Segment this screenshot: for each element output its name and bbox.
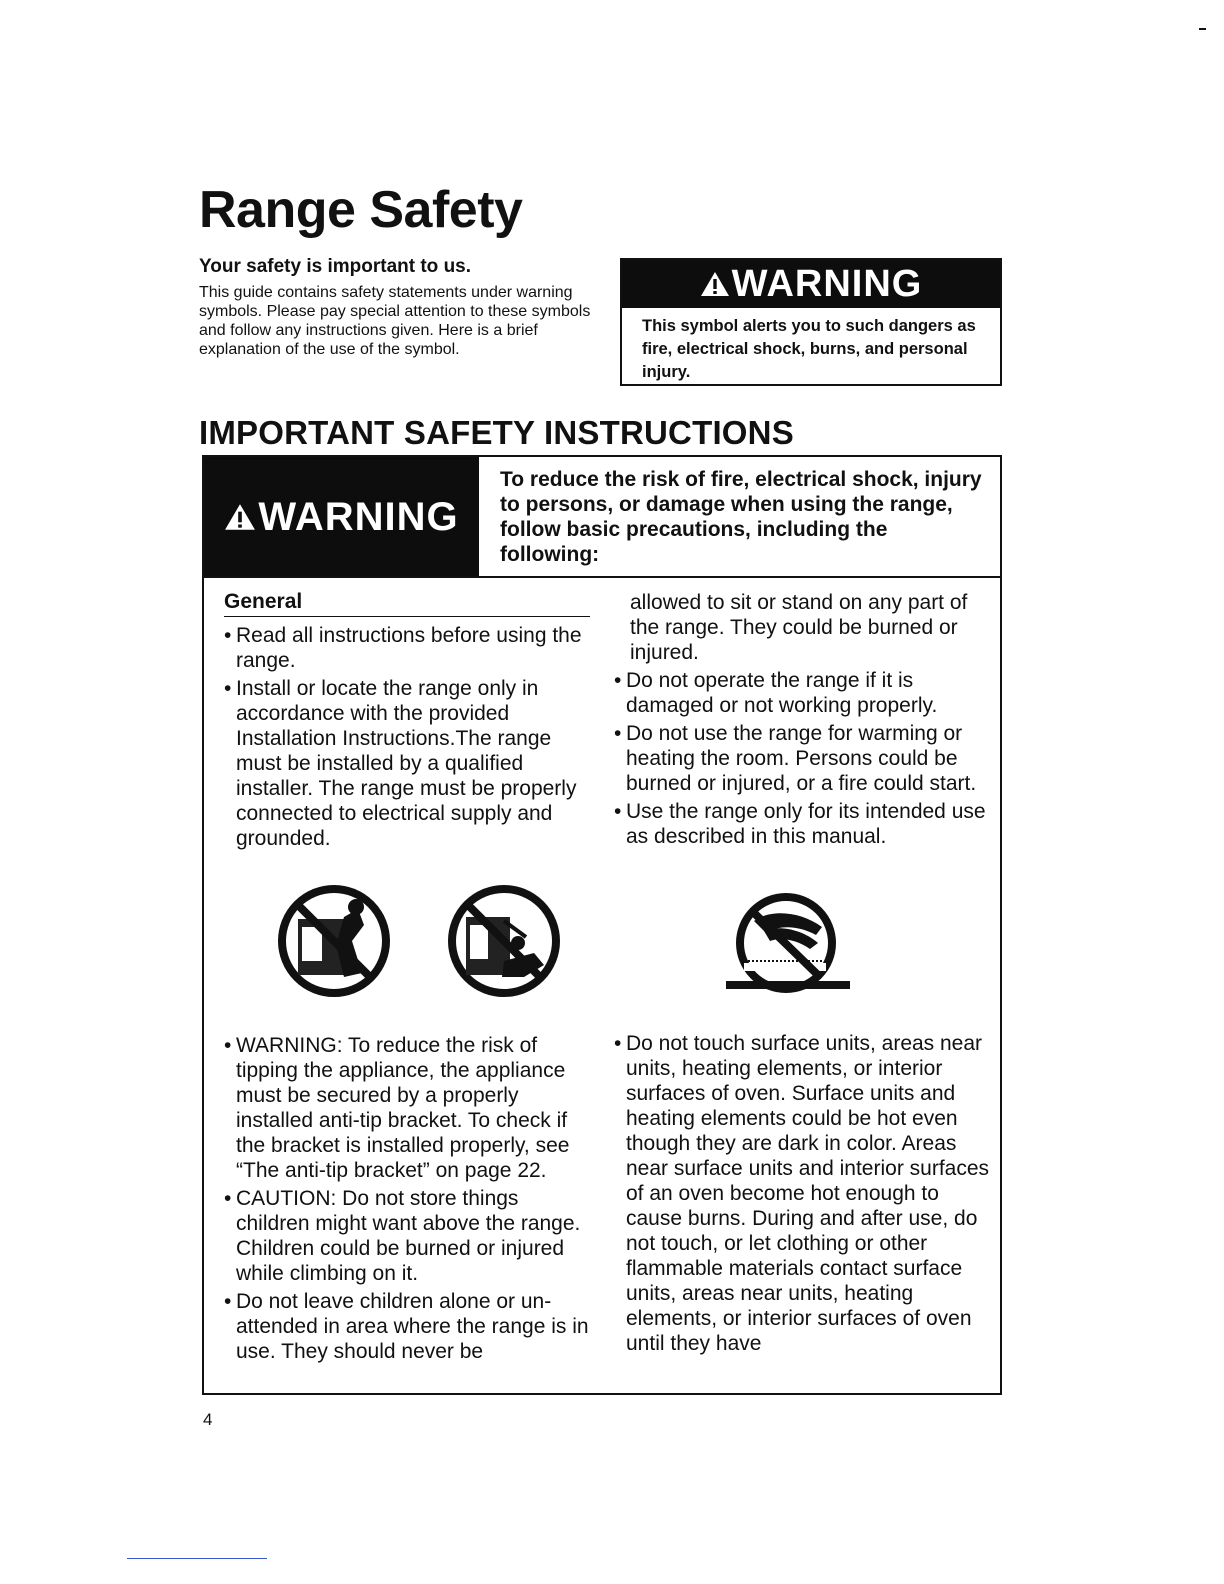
continued-text: allowed to sit or stand on any part of the range. They could be burned or injured. [630, 591, 968, 664]
divider [204, 576, 1000, 578]
intro-paragraph: This guide contains safety statements under warning symbols. Please pay special attention to these symbols and follow any instructions given. Here is a brief explanation of the use of the symbol. [199, 284, 591, 358]
section-heading: IMPORTANT SAFETY INSTRUCTIONS [199, 414, 794, 451]
warning-label: WARNING [731, 262, 923, 305]
warning-symbol-box [620, 258, 1002, 386]
tip-warning-icons [224, 881, 594, 1033]
list-item: • Use the range only for its intended use as described in this manual. [614, 799, 994, 849]
right-column [614, 590, 994, 1356]
list-item: • Do not leave children alone or un-attended in area where the range is in use. They should never be [224, 1289, 594, 1364]
warning-symbol-description: This symbol alerts you to such dangers as fire, electrical shock, burns, and personal injury. [642, 317, 976, 381]
list-item: • Do not use the range for warming or heating the room. Persons could be burned or injured, or a fire could start. [614, 721, 994, 796]
warning-triangle-icon [700, 270, 730, 298]
safety-instructions-box [202, 455, 1002, 1395]
warning-triangle-icon [224, 502, 256, 532]
list-item: • Do not operate the range if it is damaged or not working properly. [614, 668, 994, 718]
page-number: 4 [203, 1410, 213, 1429]
page-title: Range Safety [199, 181, 523, 239]
no-touch-hot-surface-icon [718, 891, 858, 1011]
general-heading: General [224, 590, 590, 617]
warning-precautions-text: To reduce the risk of fire, electrical shock, injury to persons, or damage when using the range, follow basic precautions, including the following: [500, 468, 982, 566]
list-item: • CAUTION: Do not store things children might want above the range. Children could be burned or injured while climbing on it. [224, 1186, 594, 1286]
warning-banner [204, 457, 479, 577]
list-item: • Read all instructions before using the range. [224, 623, 594, 673]
list-item: • WARNING: To reduce the risk of tipping the appliance, the appliance must be secured by a properly installed anti-tip bracket. To check if the bracket is installed properly, see “The anti-tip bracket” on page 22. [224, 1033, 594, 1183]
no-child-climbing-icon [274, 881, 394, 1001]
left-column [224, 590, 594, 1364]
subtitle: Your safety is important to us. [199, 256, 472, 277]
warning-label: WARNING [258, 494, 459, 539]
list-item: • Install or locate the range only in accordance with the provided Installation Instructions.The range must be installed by a qualified installer. The range must be properly connected to electrical supply and grounded. [224, 676, 594, 851]
list-item: • Do not touch surface units, areas near units, heating elements, or interior surfaces of oven. Surface units and heating elements could be hot even though they are dark in color. Areas near surface units and interior surfaces of an oven become hot enough to cause burns. During and after use, do not touch, or let clothing or other flammable materials contact surface units, areas near units, heating elements, or interior surfaces of oven until they have [614, 1031, 994, 1356]
bottom-line [127, 1558, 267, 1559]
no-child-climbing-icon [444, 881, 564, 1001]
hot-surface-icon-row [614, 879, 994, 1031]
corner-mark [1199, 28, 1206, 30]
warning-banner [622, 260, 1000, 308]
